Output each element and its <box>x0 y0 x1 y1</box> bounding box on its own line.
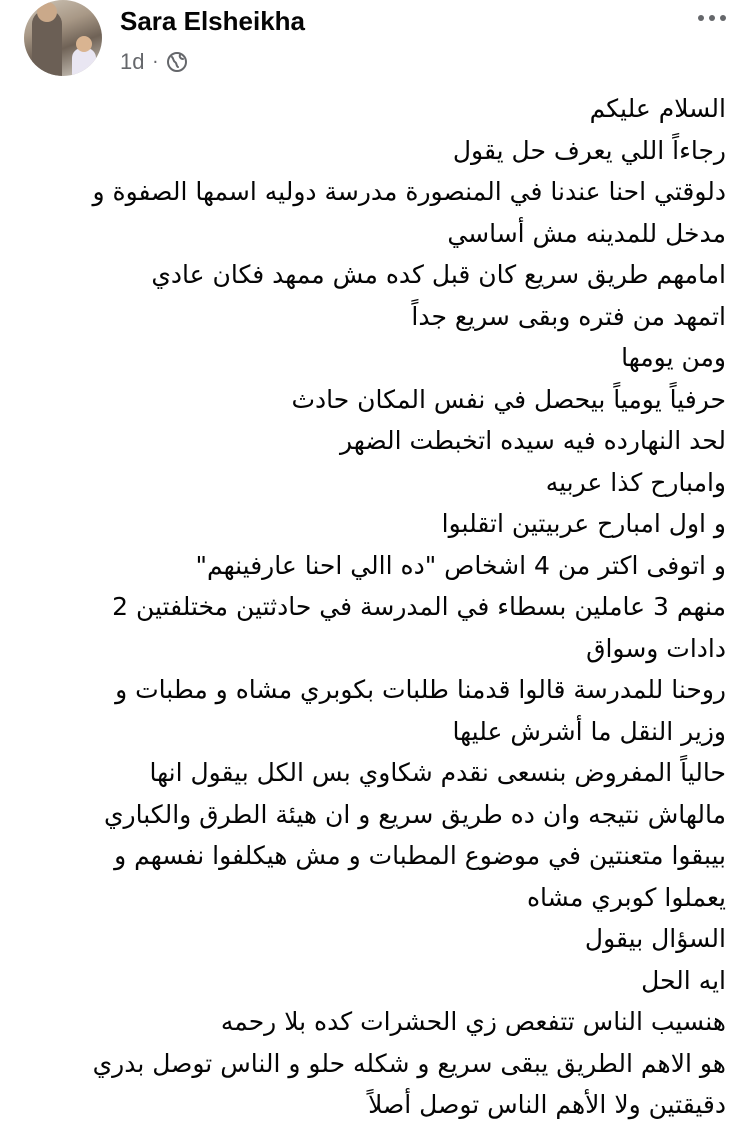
post-line: دقيقتين ولا الأهم الناس توصل أصلاً <box>368 1090 726 1119</box>
post-time[interactable]: 1d <box>120 49 145 74</box>
post-line: دلوقتي احنا عندنا في المنصورة مدرسة دوليه اسمها الصفوة و <box>92 177 726 206</box>
avatar-child-head <box>76 36 92 52</box>
avatar[interactable] <box>24 0 102 76</box>
post-line: دادات وسواق <box>586 633 726 663</box>
post-line: رجاءاً اللي يعرف حل يقول <box>452 135 726 165</box>
post-line: وامبارح كذا عربيه <box>545 467 726 497</box>
post-line: حالياً المفروض بنسعى نقدم شكاوي بس الكل بيقول انها <box>149 758 726 787</box>
post-line: السؤال بيقول <box>584 924 726 953</box>
post-line: و اتوفى اكتر من 4 اشخاص "ده االي احنا عارفينهم" <box>195 550 726 580</box>
dot-icon <box>720 15 726 21</box>
post-line: امامهم طريق سريع كان قبل كده مش ممهد فكان عادي <box>151 260 726 289</box>
globe-icon[interactable] <box>166 51 188 73</box>
post-line: اتمهد من فتره وبقى سريع جداً <box>411 301 726 331</box>
more-options-icon[interactable] <box>690 4 734 32</box>
post-line: روحنا للمدرسة قالوا قدمنا طلبات بكوبري مشاه و مطبات و <box>115 675 726 704</box>
avatar-figure-head <box>37 2 57 22</box>
post-line: منهم 3 عاملين بسطاء في المدرسة في حادثتين مختلفتين 2 <box>112 592 726 621</box>
avatar-child-figure <box>72 48 96 76</box>
post-line: وزير النقل ما أشرش عليها <box>452 716 726 746</box>
post-line: يعملوا كوبري مشاه <box>526 882 726 912</box>
author-name[interactable]: Sara Elsheikha <box>120 6 305 36</box>
post-line: ومن يومها <box>621 343 726 372</box>
post-line: مالهاش نتيجه وان ده طريق سريع و ان هيئة الطرق والكباري <box>103 799 726 829</box>
dot-icon <box>698 15 704 21</box>
post-line: هنسيب الناس تتفعص زي الحشرات كده بلا رحمه <box>220 1007 726 1036</box>
post-line: لحد النهارده فيه سيده اتخبطت الضهر <box>340 426 726 455</box>
post-line: بيبقوا متعنتين في موضوع المطبات و مش هيكلفوا نفسهم و <box>114 841 726 870</box>
dot-icon <box>709 15 715 21</box>
post-line: السلام عليكم <box>589 94 726 123</box>
post-body <box>24 88 726 1126</box>
post-line: و اول امبارح عربيتين اتقلبوا <box>441 509 726 538</box>
post-line: مدخل للمدينه مش أساسي <box>447 218 726 248</box>
post-meta <box>120 46 188 78</box>
post-line: هو الاهم الطريق يبقى سريع و شكله حلو و الناس توصل بدري <box>92 1048 726 1078</box>
post-line: حرفياً يومياً بيحصل في نفس المكان حادث <box>291 384 726 414</box>
post-line: ايه الحل <box>641 965 726 995</box>
post-header <box>0 0 750 90</box>
meta-separator: · <box>152 51 159 73</box>
